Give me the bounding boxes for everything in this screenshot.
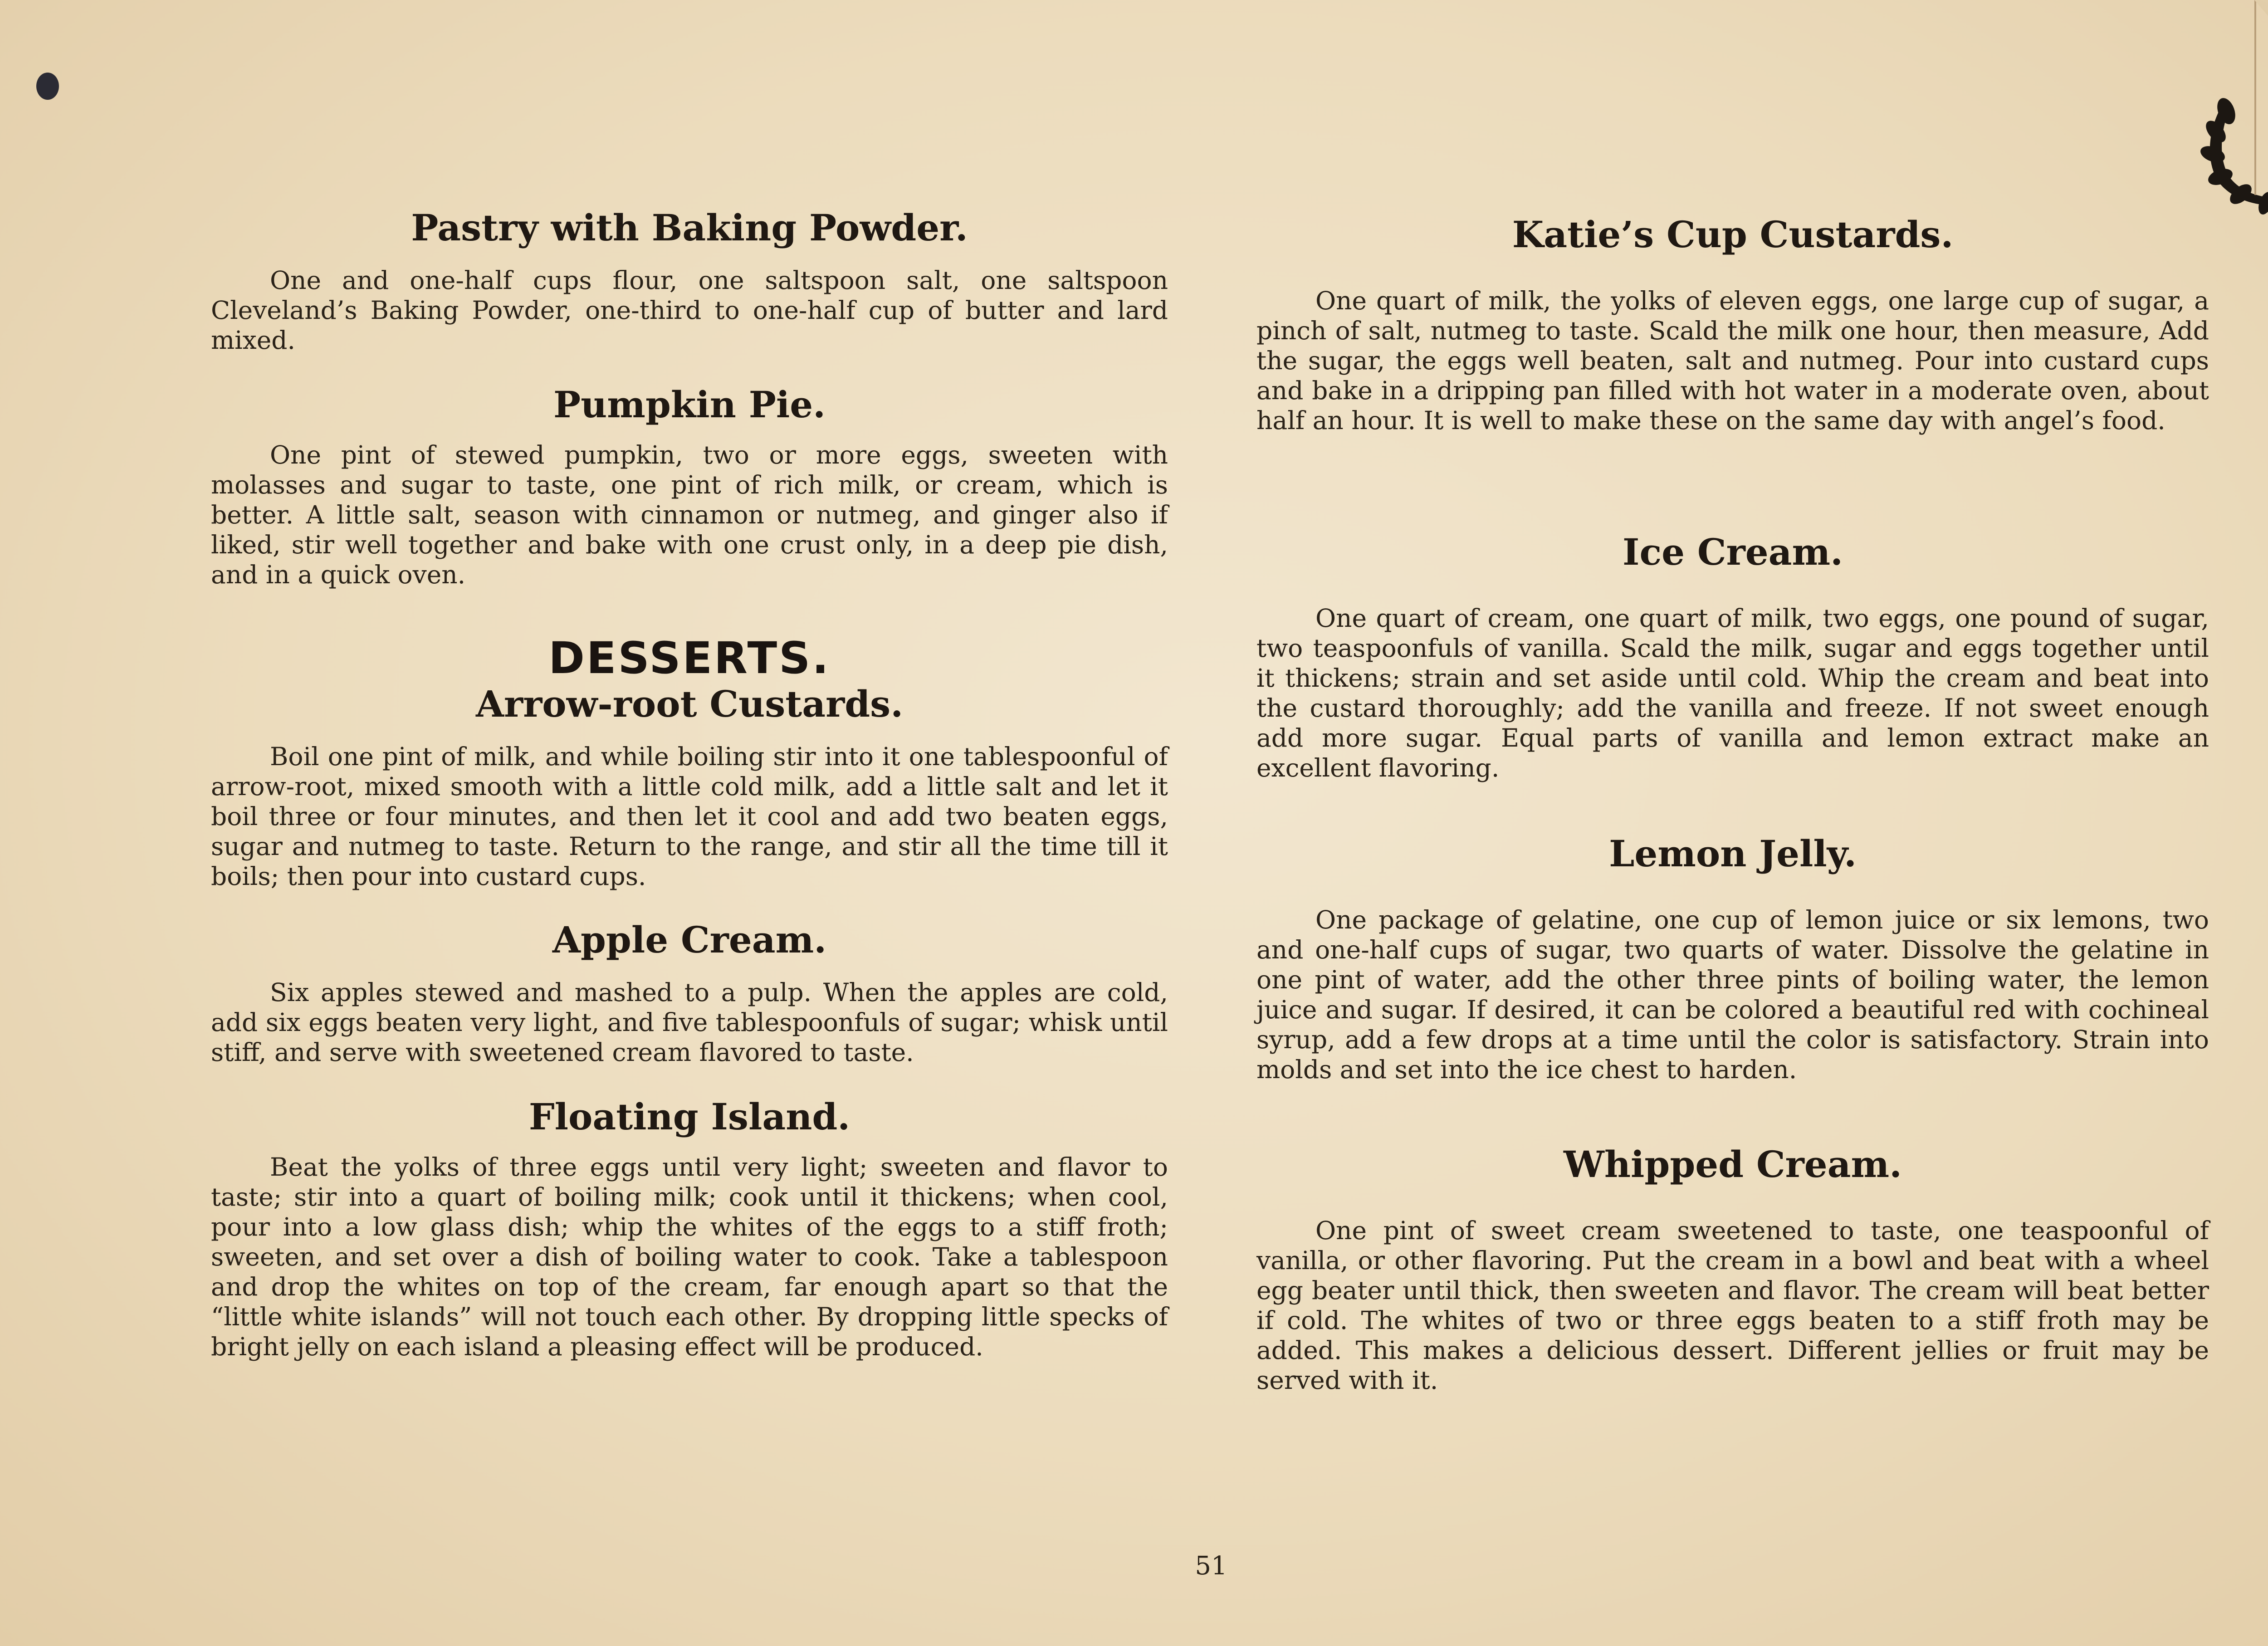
recipe-title-pumpkin: Pumpkin Pie.: [553, 383, 826, 426]
recipe-body-floating-island: Beat the yolks of three eggs until very light; sweeten and flavor to taste; stir into a quart of boiling milk; cook until it thickens; when cool, pour into a low glass dish; whip the whites of the eggs to a stiff froth; sweeten, and set over a dish of boiling water to cook. Take a tablespoon and drop the whites on top of the cream, far enough apart so that the “little white islands” will not touch each other. By dropping little specks of bright jelly on each island a pleasing effect will be produced.: [211, 1153, 1168, 1361]
recipe-title-pastry: Pastry with Baking Powder.: [411, 206, 968, 249]
recipe-body-pastry: One and one-half cups flour, one saltspoon salt, one saltspoon Cleveland’s Baking Powder, one-third to one-half cup of butter and lard mixed.: [211, 266, 1168, 355]
recipe-body-katie: One quart of milk, the yolks of eleven eggs, one large cup of sugar, a pinch of salt, nutmeg to taste. Scald the milk one hour, then measure, Add the sugar, the eggs well beaten, salt and nutmeg. Pour into custard cups and bake in a dripping pan filled with hot water in a moderate oven, about half an hour. It is well to make these on the same day with angel’s food.: [1256, 286, 2209, 435]
recipe-body-pumpkin: One pint of stewed pumpkin, two or more eggs, sweeten with molasses and sugar to taste, one pint of rich milk, or cream, which is better. A little salt, season with cinnamon or nutmeg, and ginger also if liked, stir well together and bake with one crust only, in a deep pie dish, and in a quick oven.: [211, 440, 1168, 589]
recipe-title-apple: Apple Cream.: [552, 918, 827, 961]
laurel-wreath-icon: [2191, 91, 2268, 227]
ink-spot: [36, 73, 59, 100]
recipe-body-ice-cream: One quart of cream, one quart of milk, two eggs, one pound of sugar, two teaspoonfuls of vanilla. Scald the milk, sugar and eggs together until it thickens; strain and set aside until cold. Whip the cream and beat into the custard thoroughly; add the vanilla and freeze. If not sweet enough add more sugar. Equal parts of vanilla and lemon extract make an excellent flavoring.: [1256, 604, 2209, 782]
recipe-title-ice-cream: Ice Cream.: [1623, 531, 1843, 573]
recipe-title-floating-island: Floating Island.: [528, 1095, 850, 1138]
recipe-body-lemon-jelly: One package of gelatine, one cup of lemon juice or six lemons, two and one-half cups of sugar, two quarts of water. Dissolve the gelatine in one pint of water, add the other three pints of boiling water, the lemon juice and sugar. If desired, it can be colored a beautiful red with cochineal syrup, add a few drops at a time until the color is satisfactory. Strain into molds and set into the ice chest to harden.: [1256, 905, 2209, 1084]
recipe-title-lemon-jelly: Lemon Jelly.: [1609, 832, 1857, 875]
page-number: 51: [1195, 1551, 1227, 1581]
page-fold-line: [2254, 0, 2256, 195]
recipe-title-katie: Katie’s Cup Custards.: [1512, 213, 1954, 256]
recipe-body-whipped-cream: One pint of sweet cream sweetened to taste, one teaspoonful of vanilla, or other flavoring. Put the cream in a bowl and beat with a wheel egg beater until thick, then sweeten and flavor. The cream will beat better if cold. The whites of two or three eggs beaten to a stiff froth may be added. This makes a delicious dessert. Different jellies or fruit may be served with it.: [1256, 1216, 2209, 1395]
section-heading-desserts: DESSERTS.: [548, 633, 831, 684]
recipe-title-arrowroot: Arrow-root Custards.: [475, 683, 904, 725]
recipe-title-whipped-cream: Whipped Cream.: [1563, 1143, 1902, 1186]
recipe-body-arrowroot: Boil one pint of milk, and while boiling stir into it one tablespoonful of arrow-root, mixed smooth with a little cold milk, add a little salt and let it boil three or four minutes, and then let it cool and add two beaten eggs, sugar and nutmeg to taste. Return to the range, and stir all the time till it boils; then pour into custard cups.: [211, 742, 1168, 891]
recipe-body-apple: Six apples stewed and mashed to a pulp. When the apples are cold, add six eggs beaten very light, and five tablespoonfuls of sugar; whisk until stiff, and serve with sweetened cream flavored to taste.: [211, 978, 1168, 1067]
